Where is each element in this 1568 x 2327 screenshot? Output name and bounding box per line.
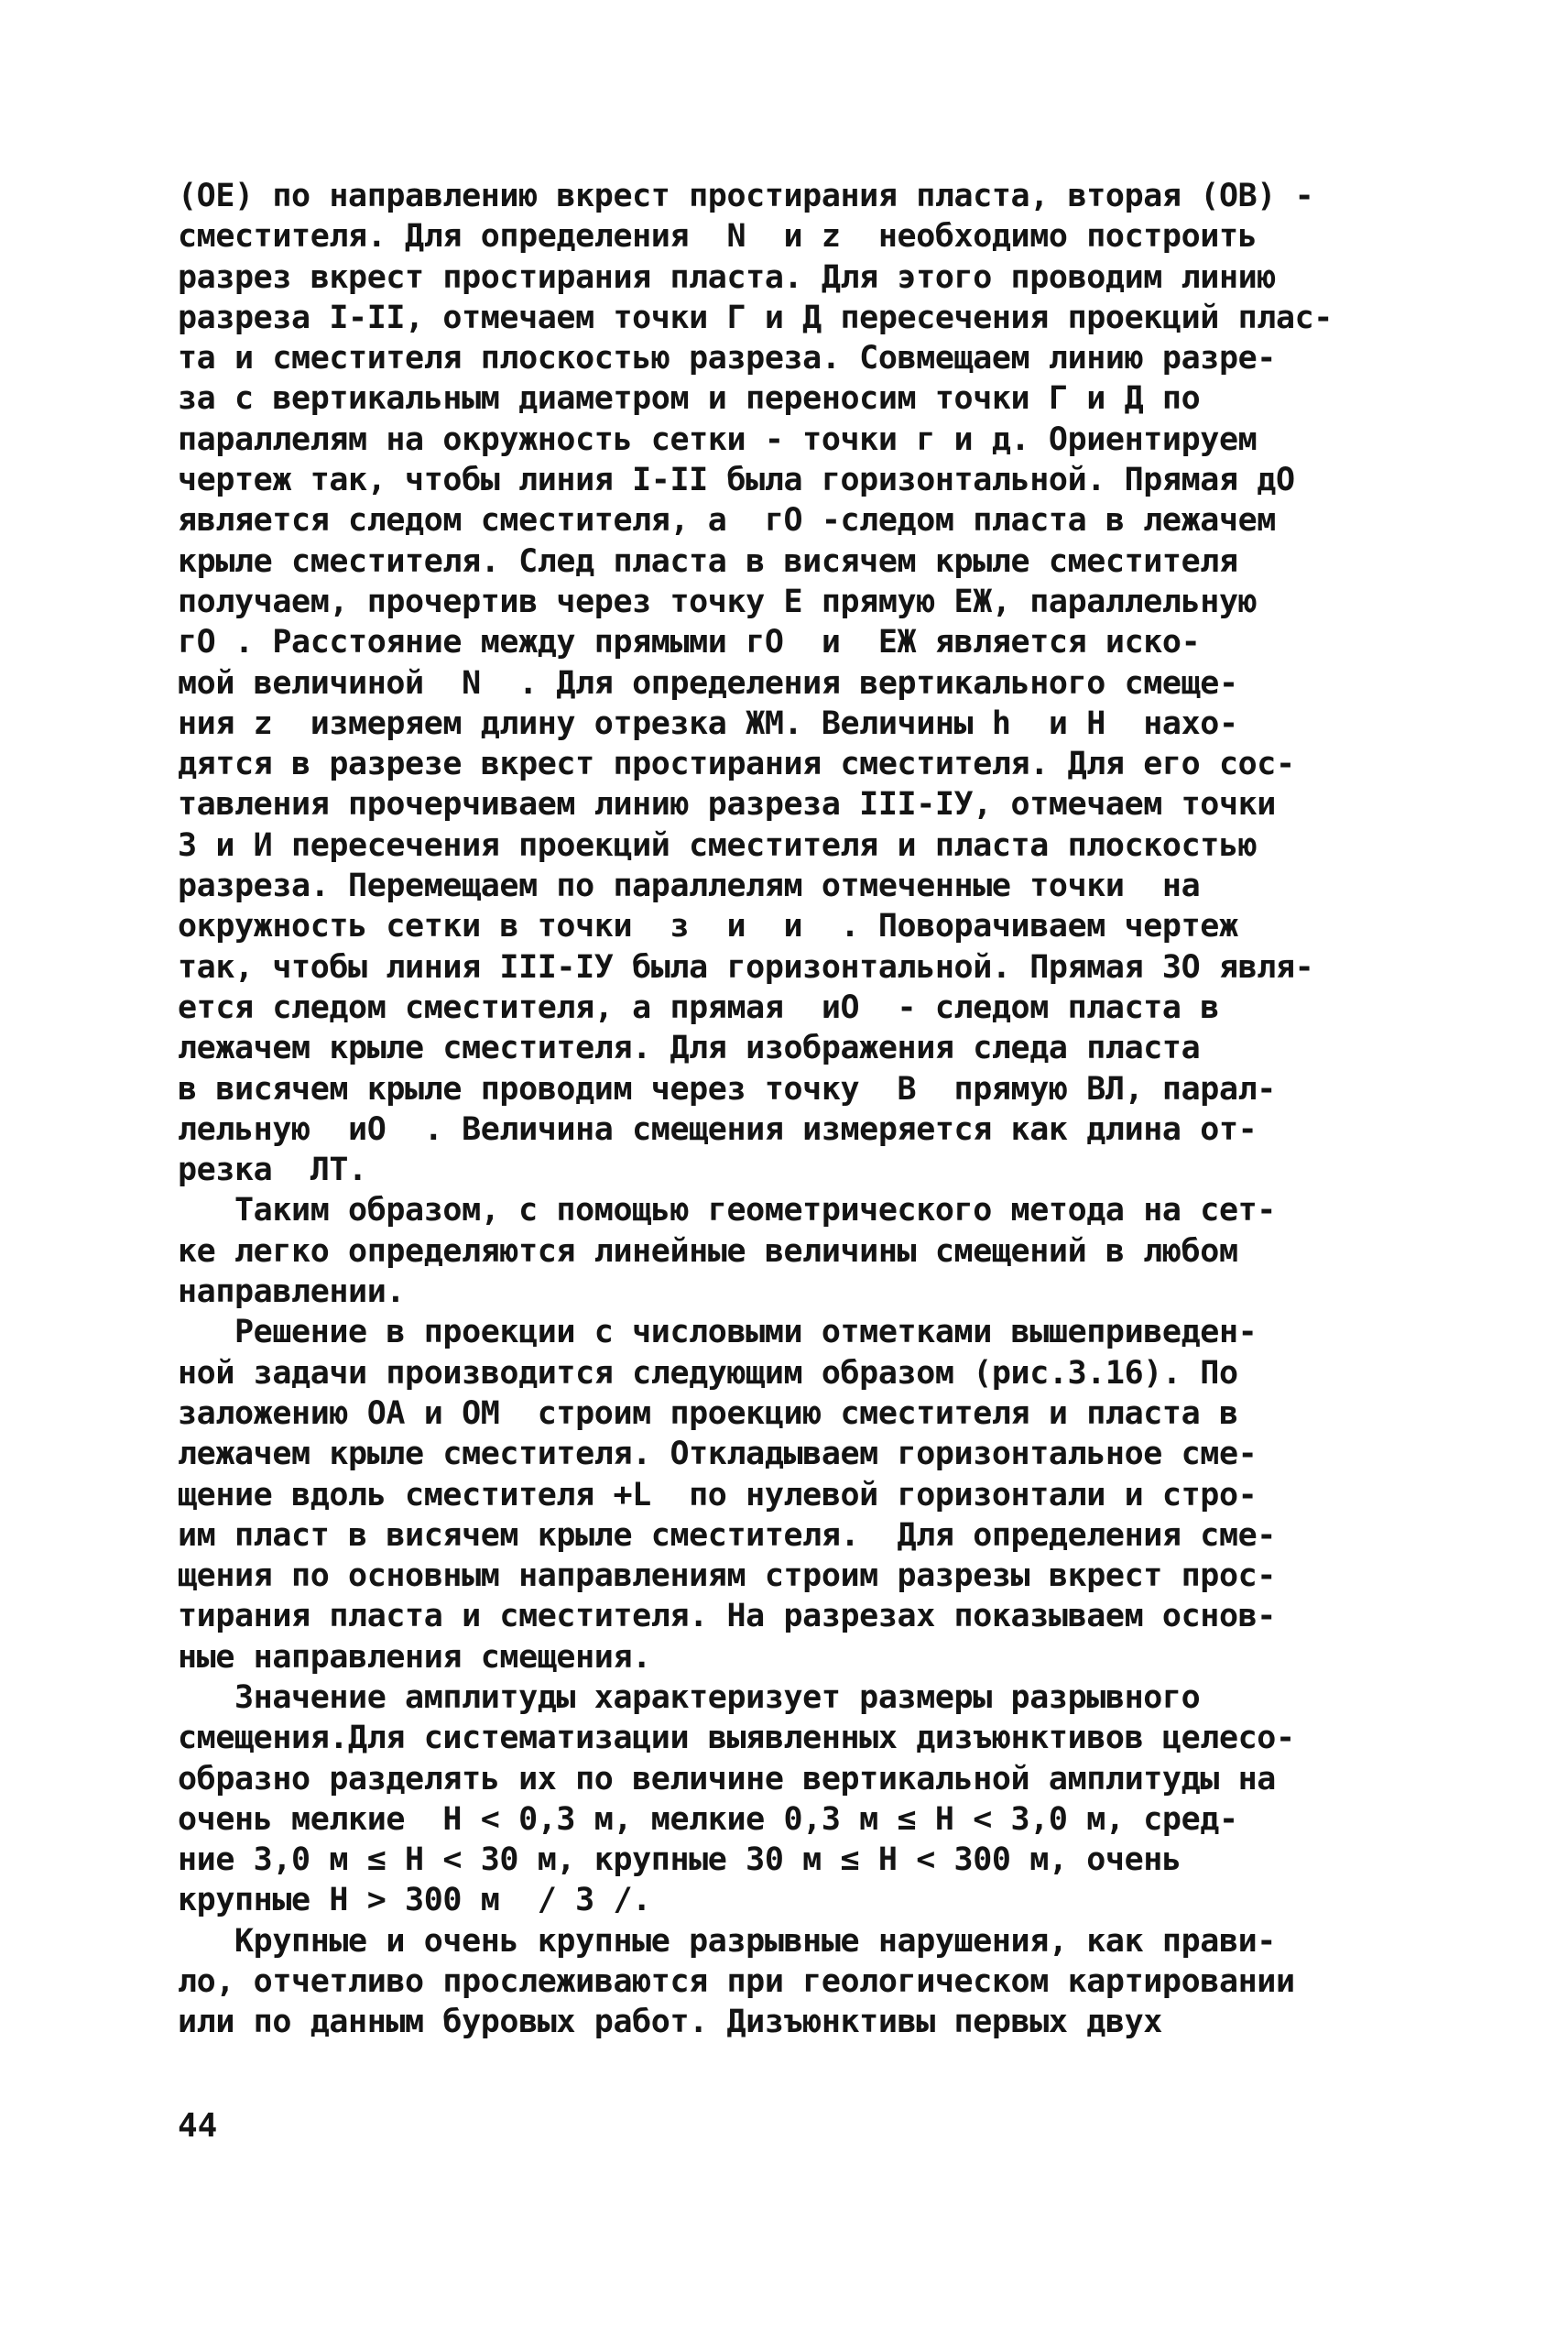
text-line: сместителя. Для определения N и z необходимо построить: [178, 218, 1258, 256]
text-line: крупные H > 300 м / 3 /.: [178, 1882, 651, 1919]
text-line: ке легко определяются линейные величины смещений в любом: [178, 1232, 1238, 1270]
text-line: ло, отчетливо прослеживаются при геологическом картировании: [178, 1963, 1295, 2001]
text-line: чертеж так, чтобы линия I-II была горизонтальной. Прямая дО: [178, 462, 1295, 499]
text-line: Значение амплитуды характеризует размеры разрывного: [178, 1678, 1201, 1716]
text-line: ния z измеряем длину отрезка ЖМ. Величины h и H нахо-: [178, 705, 1238, 742]
text-line: Крупные и очень крупные разрывные нарушения, как прави-: [178, 1922, 1276, 1960]
text-line: так, чтобы линия III-IУ была горизонтальной. Прямая ЗО явля-: [178, 948, 1314, 986]
text-line: получаем, прочертив через точку Е прямую ЕЖ, параллельную: [178, 583, 1258, 620]
text-line: ные направления смещения.: [178, 1638, 651, 1676]
text-line: щения по основным направлениям строим разрезы вкрест прос-: [178, 1557, 1276, 1595]
text-line: резка ЛТ.: [178, 1152, 367, 1189]
text-line: очень мелкие H < 0,3 м, мелкие 0,3 м ≤ H < 3,0 м, сред-: [178, 1800, 1238, 1838]
text-line: мой величиной N . Для определения вертикального смеще-: [178, 664, 1238, 702]
text-line: (ОЕ) по направлению вкрест простирания пласта, вторая (ОВ) -: [178, 178, 1314, 214]
text-line: параллелям на окружность сетки - точки г и д. Ориентируем: [178, 421, 1258, 458]
text-line: З и И пересечения проекций сместителя и пласта плоскостью: [178, 826, 1258, 864]
text-line: им пласт в висячем крыле сместителя. Для определения сме-: [178, 1516, 1276, 1554]
text-line: щение вдоль сместителя +L по нулевой горизонтали и стро-: [178, 1476, 1258, 1513]
text-line: или по данным буровых работ. Дизъюнктивы первых двух: [178, 2004, 1162, 2041]
text-line: образно разделять их по величине вертикальной амплитуды на: [178, 1760, 1276, 1797]
text-line: та и сместителя плоскостью разреза. Совмещаем линию разре-: [178, 340, 1276, 377]
text-line: за с вертикальным диаметром и переносим точки Г и Д по: [178, 380, 1201, 418]
text-line: разреза I-II, отмечаем точки Г и Д пересечения проекций плас-: [178, 299, 1333, 336]
body-text: [178, 176, 1403, 2043]
text-line: является следом сместителя, а гО -следом пласта в лежачем: [178, 502, 1276, 540]
text-line: заложению ОА и ОМ строим проекцию сместителя и пласта в: [178, 1394, 1238, 1432]
text-line: тирания пласта и сместителя. На разрезах показываем основ-: [178, 1598, 1276, 1635]
text-line: гО . Расстояние между прямыми гО и ЕЖ является иско-: [178, 624, 1201, 661]
text-line: лельную иО . Величина смещения измеряется как длина от-: [178, 1110, 1258, 1148]
text-line: направлении.: [178, 1273, 406, 1311]
text-line: в висячем крыле проводим через точку В прямую ВЛ, парал-: [178, 1070, 1276, 1108]
text-line: дятся в разрезе вкрест простирания сместителя. Для его сос-: [178, 746, 1295, 783]
text-line: разрез вкрест простирания пласта. Для этого проводим линию: [178, 258, 1276, 296]
text-line: крыле сместителя. След пласта в висячем крыле сместителя: [178, 542, 1238, 580]
text-line: Решение в проекции с числовыми отметками вышеприведен-: [178, 1314, 1258, 1351]
text-line: тавления прочерчиваем линию разреза III-IУ, отмечаем точки: [178, 786, 1276, 824]
page-number: 44: [178, 2107, 218, 2145]
text-line: ной задачи производится следующим образом (рис.3.16). По: [178, 1354, 1238, 1392]
text-line: Таким образом, с помощью геометрического метода на сет-: [178, 1192, 1276, 1229]
text-line: лежачем крыле сместителя. Откладываем горизонтальное сме-: [178, 1436, 1258, 1473]
text-line: смещения.Для систематизации выявленных дизъюнктивов целесо-: [178, 1720, 1295, 1757]
text-line: окружность сетки в точки з и и . Поворачиваем чертеж: [178, 908, 1238, 945]
text-line: ние 3,0 м ≤ H < 30 м, крупные 30 м ≤ H < 300 м, очень: [178, 1841, 1181, 1879]
text-line: лежачем крыле сместителя. Для изображения следа пласта: [178, 1030, 1201, 1067]
text-line: разреза. Перемещаем по параллелям отмеченные точки на: [178, 868, 1201, 905]
text-line: ется следом сместителя, а прямая иО - следом пласта в: [178, 989, 1219, 1026]
